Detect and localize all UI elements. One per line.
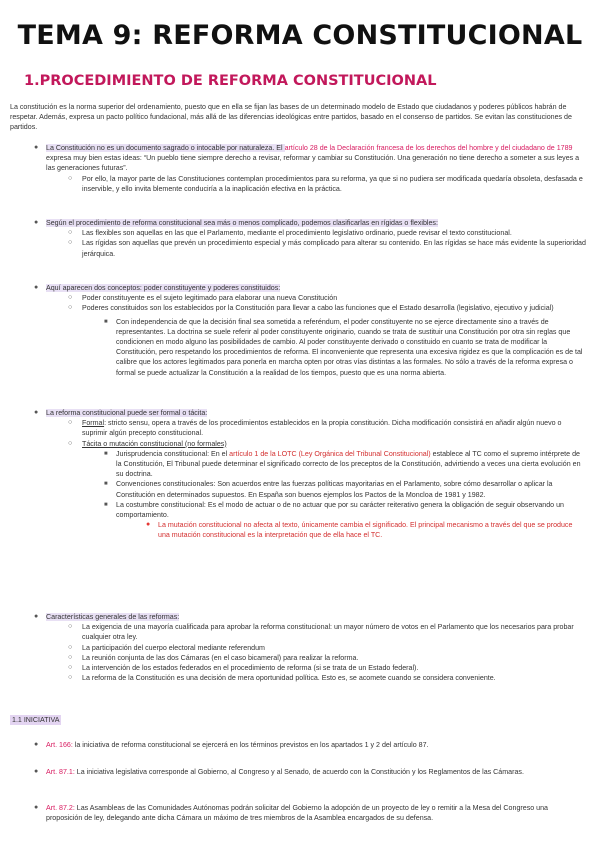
reference-text: artículo 1 de la LOTC (Ley Orgánica del Tribunal Constitucional) [229, 449, 431, 458]
page-title: TEMA 9: REFORMA CONSTITUCIONAL [17, 20, 583, 51]
list-item-text: Tácita o mutación constitucional (no formales) [82, 439, 227, 448]
article-label: Art. 87.2: [46, 804, 75, 812]
bullet-circle-icon: ○ [68, 653, 73, 661]
list-item-text: la iniciativa de reforma constitucional se ejercerá en los términos previstos en los apartados 1 y 2 del artículo 87. [72, 741, 429, 749]
bullet-square-icon: ■ [104, 318, 108, 325]
block-rigid-flexible [0, 218, 600, 259]
list-item [0, 767, 586, 777]
article-item [0, 767, 600, 777]
article-label: Art. 166: [46, 741, 73, 749]
list-item-text: Poder constituyente es el sujeto legitimado para elaborar una nueva Constitución [82, 294, 338, 303]
bullet-square-icon: ■ [104, 450, 108, 457]
list-item [0, 408, 586, 418]
note-text: La mutación constitucional no afecta al texto, únicamente cambia el significado. El principal mecanismo a través del que se produce una mutación constitucional es la interpretación que de ella hace el TC. [158, 521, 573, 540]
article-label: Art. 87.1: [46, 768, 75, 776]
bullet-circle-icon: ○ [68, 643, 73, 651]
article-item [0, 740, 600, 750]
list-item [0, 520, 586, 540]
bullet-dot-icon: ● [34, 768, 39, 775]
list-item-text: La costumbre constitucional: Es el modo de actuar o de no actuar que por su carácter reiterativo genera la obligación de seguir observando un comportamiento. [116, 500, 564, 520]
list-item [0, 612, 586, 622]
list-item [0, 653, 586, 663]
bullet-dot-icon: ● [34, 144, 39, 151]
list-item-text: La exigencia de una mayoría cualificada para aprobar la reforma constitucional: un mayor número de votos en el Parlamento que los necesarios para probar cualquier otra ley. [82, 623, 574, 642]
list-item [0, 238, 586, 258]
list-item [0, 439, 586, 449]
block-constitution-not-sacred [0, 143, 600, 194]
intro-paragraph: La constitución es la norma superior del ordenamiento, puesto que en ella se fijan las bases de un determinado modelo de Estado que ciudadanos y poderes públicos habrán de respetar. Además, expresa un pacto político fundacional, más allá de las diferencias ideológicas entre partidos, basado en el consenso de partidos. Se evitan las constituciones de partidos. [10, 103, 572, 132]
list-item [0, 673, 586, 683]
subsection-tag: 1.1 INICIATIVA [12, 716, 60, 724]
bullet-red-dot-icon: ● [146, 521, 151, 529]
list-item [0, 174, 586, 194]
list-item [0, 740, 586, 750]
bullet-dot-icon: ● [34, 219, 39, 226]
bullet-circle-icon: ○ [68, 664, 73, 672]
list-item-text: Poderes constituidos son los establecidos por la Constitución para llevar a cabo las funciones que el Estado desarrolla (legislativo, ejecutivo y judicial) [82, 304, 554, 313]
list-item-text: establece al TC como el supremo intérprete de la Constitución, El Tribunal puede determinar el significado correcto de los preceptos de la Constitución, advirtiendo a veces una cierta evolución en su doctrina. [116, 449, 581, 479]
formal-label: Formal [82, 419, 105, 428]
list-item [0, 228, 586, 238]
list-item [0, 663, 586, 673]
bullet-circle-icon: ○ [68, 304, 73, 312]
section-heading: 1.PROCEDIMIENTO DE REFORMA CONSTITUCIONAL [24, 73, 437, 89]
block-formal-tacit [0, 408, 600, 541]
list-item-text: La participación del cuerpo electoral mediante referendum [82, 643, 265, 652]
list-item [0, 143, 586, 174]
bullet-circle-icon: ○ [68, 419, 73, 427]
list-item-text: expresa muy bien estas ideas: “Un pueblo tiene siempre derecho a revisar, reformar y cambiar su Constitución. Una generación no tiene derecho a someter a sus leyes a las generaciones futuras”. [46, 154, 580, 173]
list-item-text: La iniciativa legislativa corresponde al Gobierno, al Congreso y al Senado, de acuerdo con la Constitución y los Reglamentos de las Cámaras. [74, 768, 524, 776]
list-item [0, 218, 586, 228]
list-item-text: Según el procedimiento de reforma constitucional sea más o menos complicado, podemos clasificarlas en rígidas o flexibles: [46, 219, 438, 227]
list-item [0, 303, 586, 313]
list-item-text: La intervención de los estados federados en el procedimiento de reforma (si se trata de un Estado federal). [82, 664, 419, 673]
bullet-circle-icon: ○ [68, 174, 73, 182]
list-item-text: : stricto sensu, opera a través de los procedimientos establecidos en la propia constitución. Dicha modificación consistirá en añadir algún nuevo o suprimir algún precepto constitucional. [82, 419, 562, 438]
list-item-text: Jurisprudencia constitucional: En el [116, 449, 230, 458]
list-item-text: La reforma constitucional puede ser formal o tácita: [46, 409, 208, 417]
block-characteristics [0, 612, 600, 683]
list-item-text: Las rígidas son aquellas que prevén un procedimiento especial y más complicado para alterar su contenido. En las rígidas se hace más evidente la superioridad jerárquica. [82, 239, 586, 258]
list-item-text: Convenciones constitucionales: Son acuerdos entre las fuerzas políticas mayoritarias en el Parlamento, sobre cómo desarrollar o aplicar la Constitución en determinados supuestos. En España son buenos ejemplos los Pactos de la Moncloa de 1981 y 1982. [116, 480, 553, 499]
bullet-circle-icon: ○ [68, 674, 73, 682]
list-item-text: La Constitución no es un documento sagrado o intocable por naturaleza. El [46, 144, 285, 152]
bullet-circle-icon: ○ [68, 294, 73, 302]
list-item [0, 418, 586, 438]
list-item [0, 803, 586, 823]
bullet-dot-icon: ● [34, 613, 39, 620]
list-item-text: Las flexibles son aquellas en las que el Parlamento, mediante el procedimiento legislativo ordinario, puede revisar el texto constitucional. [82, 229, 512, 238]
reference-text: artículo 28 de la Declaración francesa de los derechos del hombre y del ciudadano de 1789 [284, 144, 573, 152]
bullet-square-icon: ■ [104, 481, 108, 488]
list-item [0, 500, 584, 520]
bullet-dot-icon: ● [34, 804, 39, 811]
block-constituent-power [0, 283, 600, 378]
bullet-square-icon: ■ [104, 501, 108, 508]
list-item-text: Las Asambleas de las Comunidades Autónomas podrán solicitar del Gobierno la adopción de un proyecto de ley o remitir a la Mesa del Congreso una proposición de ley, delegando ante dicha Cámara un máximo de tres miembros de la Asamblea encargados de su defensa. [46, 804, 548, 823]
list-item [0, 317, 584, 378]
list-item-text: Por ello, la mayor parte de las Constituciones contemplan procedimientos para su reforma, ya que si no pudiera ser modificada quedaría obsoleta, desfasada e inservible, y ello invita blemente conduciría a la inaplicación efectiva en la práctica. [82, 174, 583, 193]
bullet-dot-icon: ● [34, 741, 39, 748]
bullet-circle-icon: ○ [68, 239, 73, 247]
list-item-text: La reforma de la Constitución es una decisión de mera oportunidad política. Esto es, se acomete cuando se considera conveniente. [82, 674, 496, 683]
list-item-text: Características generales de las reformas: [46, 613, 180, 621]
bullet-dot-icon: ● [34, 409, 39, 416]
bullet-circle-icon: ○ [68, 623, 73, 631]
bullet-dot-icon: ● [34, 284, 39, 291]
bullet-circle-icon: ○ [68, 439, 73, 447]
list-item [0, 643, 586, 653]
list-item [0, 283, 586, 293]
bullet-circle-icon: ○ [68, 229, 73, 237]
article-item [0, 803, 600, 823]
list-item-text: Con independencia de que la decisión final sea sometida a referéndum, el poder constituyente no se ejerce directamente sino a través de representantes. La doctrina se suele referir al poder constituyente originario, cuando se trata de sustituir una Constitución por otra sin reglas que condicionen en modo alguno las posibilidades de cambio. Al poder constituyente derivado o constituido en cuanto se trata de modificar la Constitución, pero respetando los procedimientos de reforma. El inconveniente que representa una excesiva rigidez es que la complicación es de tal calibre que los actores legitimados para ponerla en marcha opten por otras vías distintas a las formales. No sólo a través de la reforma expresa o formal se puede actualizar la Constitución a la realidad de los tiempos, puesto que es una norma abierta. [116, 317, 583, 377]
list-item [0, 449, 584, 480]
list-item [0, 479, 584, 499]
list-item-text: La reunión conjunta de las dos Cámaras (en el caso bicameral) para realizar la reforma. [82, 653, 359, 662]
list-item-text: Aquí aparecen dos conceptos: poder constituyente y poderes constituidos: [46, 284, 281, 292]
list-item [0, 622, 586, 642]
list-item [0, 293, 586, 303]
